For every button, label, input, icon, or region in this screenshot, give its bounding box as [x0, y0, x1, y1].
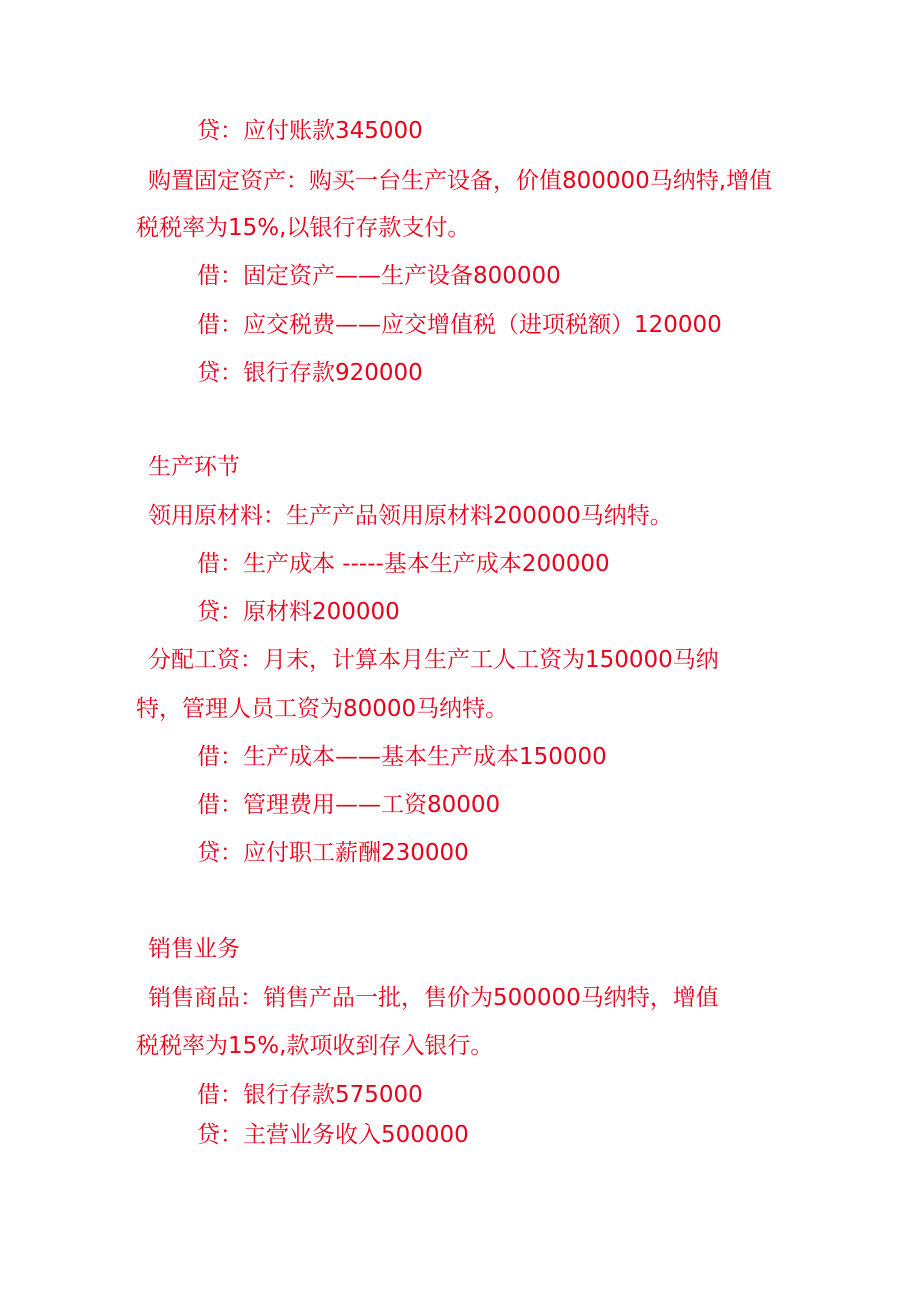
raw-material-usage-description: 领用原材料：生产产品领用原材料200000马纳特。 — [148, 503, 673, 529]
fixed-asset-purchase-description: 购置固定资产：购买一台生产设备，价值800000马纳特,增值 — [148, 168, 773, 194]
credit-bank-deposit-line: 贷：银行存款920000 — [197, 360, 423, 386]
production-section-heading: 生产环节 — [148, 454, 240, 480]
wage-allocation-description-cont: 特，管理人员工资为80000马纳特。 — [136, 696, 509, 722]
credit-raw-materials-line: 贷：原材料200000 — [197, 599, 400, 625]
credit-accounts-payable-line: 贷：应付账款345000 — [197, 118, 423, 144]
debit-bank-deposit-line: 借：银行存款575000 — [197, 1082, 423, 1108]
debit-admin-expenses-line: 借：管理费用——工资80000 — [197, 792, 501, 818]
product-sale-description: 销售商品：销售产品一批，售价为500000马纳特，增值 — [148, 985, 719, 1011]
sales-section-heading: 销售业务 — [148, 936, 240, 962]
credit-main-revenue-line: 贷：主营业务收入500000 — [197, 1122, 469, 1148]
debit-fixed-assets-line: 借：固定资产——生产设备800000 — [197, 263, 561, 289]
wage-allocation-description: 分配工资：月末，计算本月生产工人工资为150000马纳 — [148, 647, 719, 673]
debit-production-cost-wages-line: 借：生产成本——基本生产成本150000 — [197, 744, 607, 770]
product-sale-description-cont: 税税率为15%,款项收到存入银行。 — [136, 1033, 494, 1059]
credit-payroll-payable-line: 贷：应付职工薪酬230000 — [197, 840, 469, 866]
debit-taxes-payable-line: 借：应交税费——应交增值税（进项税额）120000 — [197, 312, 722, 338]
fixed-asset-purchase-description-cont: 税税率为15%,以银行存款支付。 — [136, 215, 471, 241]
debit-production-cost-line: 借：生产成本 -----基本生产成本200000 — [197, 551, 610, 577]
